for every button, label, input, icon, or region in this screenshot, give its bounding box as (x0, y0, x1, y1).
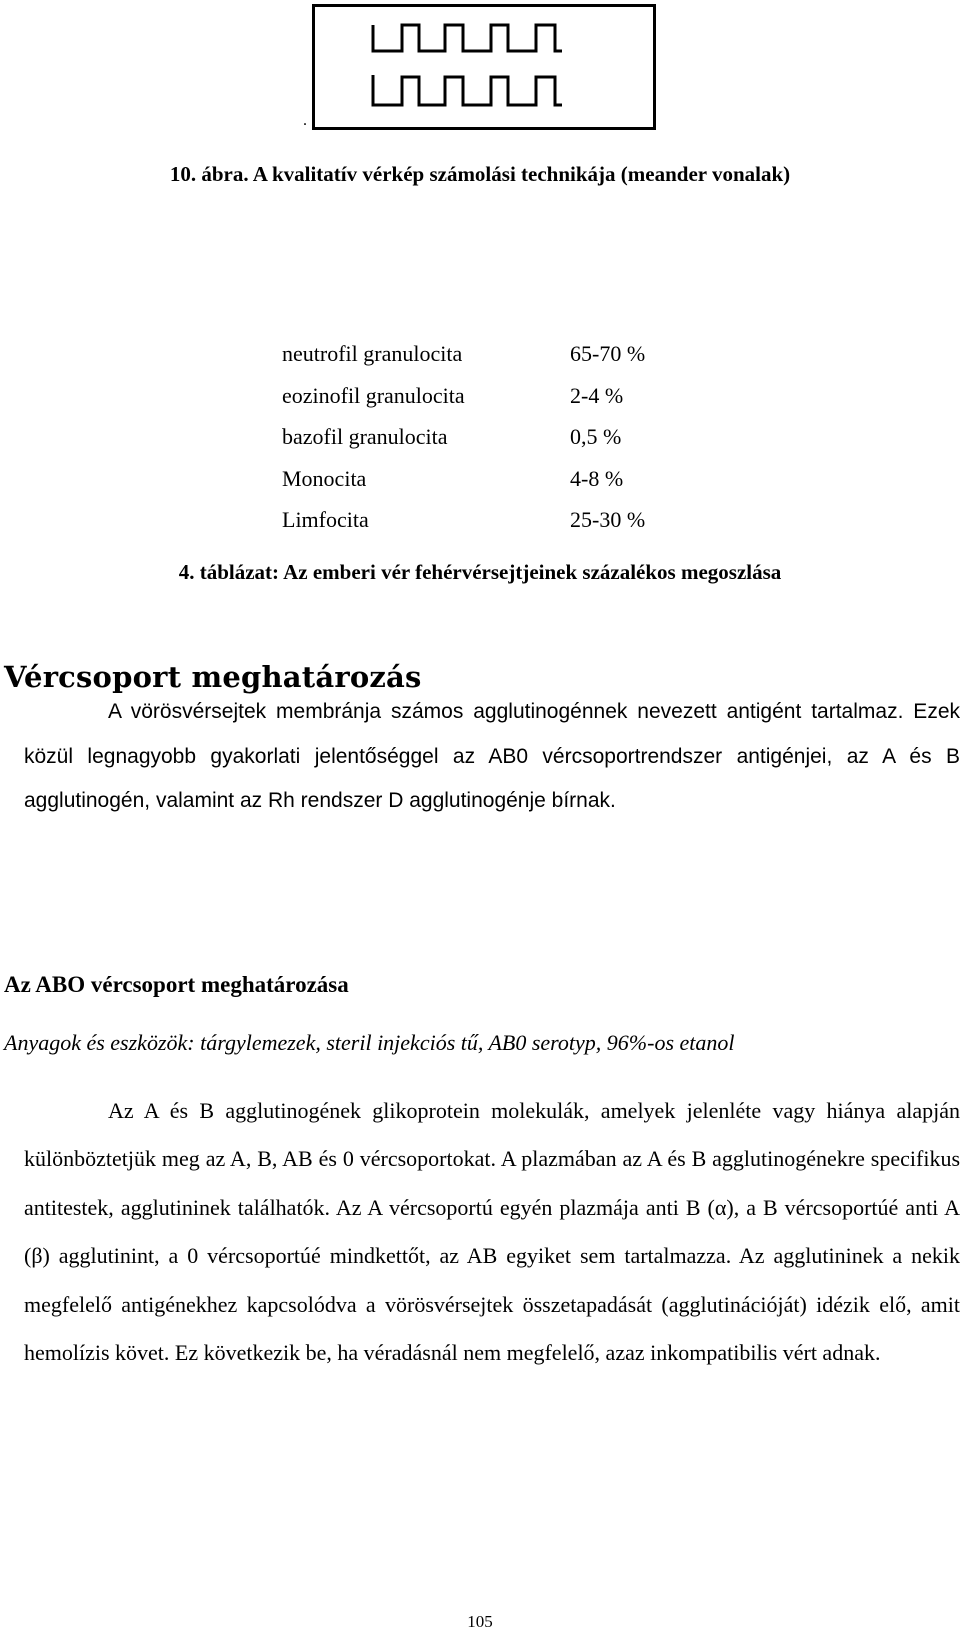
meander-line-top (373, 25, 562, 51)
cell-type: Monocita (282, 465, 367, 491)
figure-dot: . (303, 112, 307, 129)
meander-line-bottom (373, 75, 562, 105)
abo-paragraph: Az A és B agglutinogének glikoprotein molekulák, amelyek jelenléte vagy hiánya alapján különböztetjük meg az A, B, AB és 0 vércsoportokat. A plazmában az A és B agglutinogénekre specifikus antitestek, agglutininek találhatók. Az A vércsoportú egyén plazmája anti B (α), a B vércsoportúé anti A (β) agglutinint, a 0 vércsoportúé mindkettőt, az AB egyiket sem tartalmazza. Az agglutininek a nekik megfelelő antigénekhez kapcsolódva a vörösvérsejtek összetapadását (agglutinációját) idézik elő, amit hemolízis követ. Ez következik be, ha véradásnál nem megfelelő, azaz inkompatibilis vért adnak. (24, 1098, 960, 1366)
page-number: 105 (467, 1612, 493, 1631)
meander-figure (312, 4, 656, 130)
cell-percentage: 0,5 % (570, 424, 622, 449)
cell-percentage: 25-30 % (570, 507, 646, 532)
cell-percentage: 4-8 % (570, 465, 624, 491)
meander-lines (315, 7, 653, 127)
cell-percentage: 65-70 % (570, 341, 646, 366)
section-title: Vércsoport meghatározás (4, 660, 422, 694)
materials-line: Anyagok és eszközök: tárgylemezek, steril injekciós tű, AB0 serotyp, 96%-os etanol (4, 1030, 735, 1055)
cell-type: Limfocita (282, 507, 369, 532)
figure-caption: 10. ábra. A kvalitatív vérkép számolási technikája (meander vonalak) (169, 162, 791, 186)
cell-percentage: 2-4 % (570, 382, 624, 408)
cell-type: eozinofil granulocita (282, 382, 465, 408)
cell-type: neutrofil granulocita (282, 341, 463, 366)
cell-type: bazofil granulocita (282, 424, 448, 449)
intro-paragraph: A vörösvérsejtek membránja számos agglutinogénnek nevezett antigént tartalmaz. Ezek közül legnagyobb gyakorlati jelentőséggel az AB0 vércsoportrendszer antigénjei, az A és B agglutinogén, valamint az Rh rendszer D agglutinogénje bírnak. (24, 700, 960, 812)
subsection-title: Az ABO vércsoport meghatározása (4, 972, 349, 997)
table-caption: 4. táblázat: Az emberi vér fehérvérsejtjeinek százalékos megoszlása (178, 560, 782, 584)
